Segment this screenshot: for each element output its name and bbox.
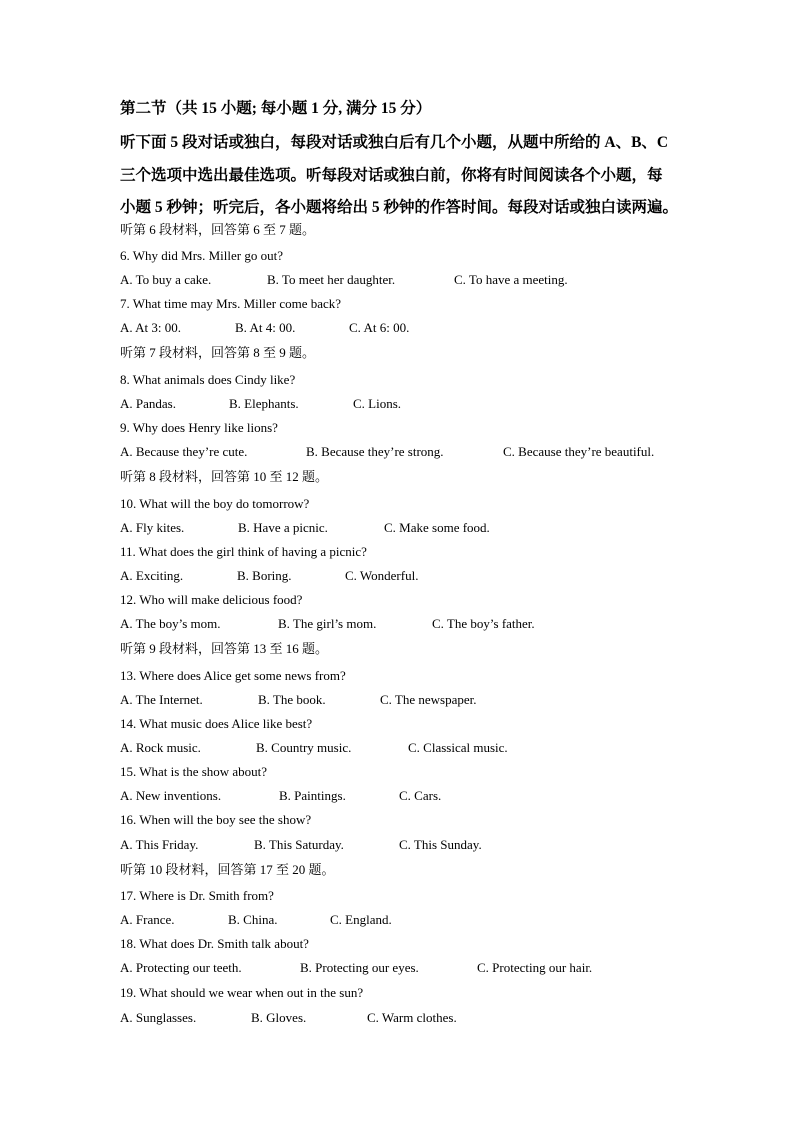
q11-option-a: A. Exciting.	[120, 568, 184, 583]
q16-option-b: B. This Saturday.	[254, 837, 344, 852]
instruction-line-3: 小题 5 秒钟；听完后，各小题将给出 5 秒钟的作答时间。每段对话或独白读两遍。	[120, 199, 679, 216]
q7-option-b: B. At 4: 00.	[235, 320, 296, 335]
q18-option-c: C. Protecting our hair.	[477, 960, 593, 975]
material-header-6: 听第 6 段材料，回答第 6 至 7 题。	[120, 222, 316, 237]
question-17: 17. Where is Dr. Smith from?	[120, 888, 274, 903]
q13-option-c: C. The newspaper.	[380, 692, 477, 707]
q19-option-b: B. Gloves.	[251, 1010, 307, 1025]
q17-option-c: C. England.	[330, 912, 392, 927]
q15-option-b: B. Paintings.	[279, 788, 346, 803]
q16-option-c: C. This Sunday.	[399, 837, 482, 852]
question-9: 9. Why does Henry like lions?	[120, 420, 278, 435]
q8-option-b: B. Elephants.	[229, 396, 299, 411]
instruction-line-1: 听下面 5 段对话或独白，每段对话或独白后有几个小题，从题中所给的 A、B、C	[120, 134, 669, 151]
q7-option-c: C. At 6: 00.	[349, 320, 410, 335]
question-8: 8. What animals does Cindy like?	[120, 372, 296, 387]
q14-option-a: A. Rock music.	[120, 740, 201, 755]
question-6: 6. Why did Mrs. Miller go out?	[120, 248, 283, 263]
q17-option-a: A. France.	[120, 912, 175, 927]
q15-option-a: A. New inventions.	[120, 788, 222, 803]
q9-option-b: B. Because they’re strong.	[306, 444, 444, 459]
question-7: 7. What time may Mrs. Miller come back?	[120, 296, 342, 311]
question-18: 18. What does Dr. Smith talk about?	[120, 936, 309, 951]
q19-option-a: A. Sunglasses.	[120, 1010, 197, 1025]
q9-option-c: C. Because they’re beautiful.	[503, 444, 655, 459]
question-11: 11. What does the girl think of having a picnic?	[120, 544, 367, 559]
q10-option-c: C. Make some food.	[384, 520, 490, 535]
q8-option-a: A. Pandas.	[120, 396, 176, 411]
q7-option-a: A. At 3: 00.	[120, 320, 182, 335]
q8-option-c: C. Lions.	[353, 396, 402, 411]
q11-option-c: C. Wonderful.	[345, 568, 419, 583]
q9-option-a: A. Because they’re cute.	[120, 444, 248, 459]
q17-option-b: B. China.	[228, 912, 278, 927]
q6-option-a: A. To buy a cake.	[120, 272, 212, 287]
q18-option-b: B. Protecting our eyes.	[300, 960, 419, 975]
question-12: 12. Who will make delicious food?	[120, 592, 303, 607]
question-13: 13. Where does Alice get some news from?	[120, 668, 346, 683]
q15-option-c: C. Cars.	[399, 788, 442, 803]
q13-option-b: B. The book.	[258, 692, 326, 707]
question-19: 19. What should we wear when out in the sun?	[120, 985, 364, 1000]
q14-option-b: B. Country music.	[256, 740, 352, 755]
q11-option-b: B. Boring.	[237, 568, 292, 583]
q18-option-a: A. Protecting our teeth.	[120, 960, 242, 975]
question-14: 14. What music does Alice like best?	[120, 716, 313, 731]
question-15: 15. What is the show about?	[120, 764, 268, 779]
material-header-7: 听第 7 段材料，回答第 8 至 9 题。	[120, 345, 316, 360]
section-title: 第二节（共 15 小题; 每小题 1 分, 满分 15 分）	[120, 100, 432, 117]
instruction-line-2: 三个选项中选出最佳选项。听每段对话或独白前，你将有时间阅读各个小题，每	[120, 167, 663, 184]
q14-option-c: C. Classical music.	[408, 740, 508, 755]
material-header-9: 听第 9 段材料，回答第 13 至 16 题。	[120, 641, 329, 656]
q16-option-a: A. This Friday.	[120, 837, 199, 852]
q6-option-c: C. To have a meeting.	[454, 272, 568, 287]
question-16: 16. When will the boy see the show?	[120, 812, 312, 827]
q10-option-a: A. Fly kites.	[120, 520, 185, 535]
q6-option-b: B. To meet her daughter.	[267, 272, 396, 287]
q12-option-a: A. The boy’s mom.	[120, 616, 221, 631]
q12-option-b: B. The girl’s mom.	[278, 616, 377, 631]
material-header-8: 听第 8 段材料，回答第 10 至 12 题。	[120, 469, 329, 484]
material-header-10: 听第 10 段材料，回答第 17 至 20 题。	[120, 862, 335, 877]
q12-option-c: C. The boy’s father.	[432, 616, 535, 631]
q10-option-b: B. Have a picnic.	[238, 520, 328, 535]
q13-option-a: A. The Internet.	[120, 692, 203, 707]
question-10: 10. What will the boy do tomorrow?	[120, 496, 310, 511]
q19-option-c: C. Warm clothes.	[367, 1010, 457, 1025]
